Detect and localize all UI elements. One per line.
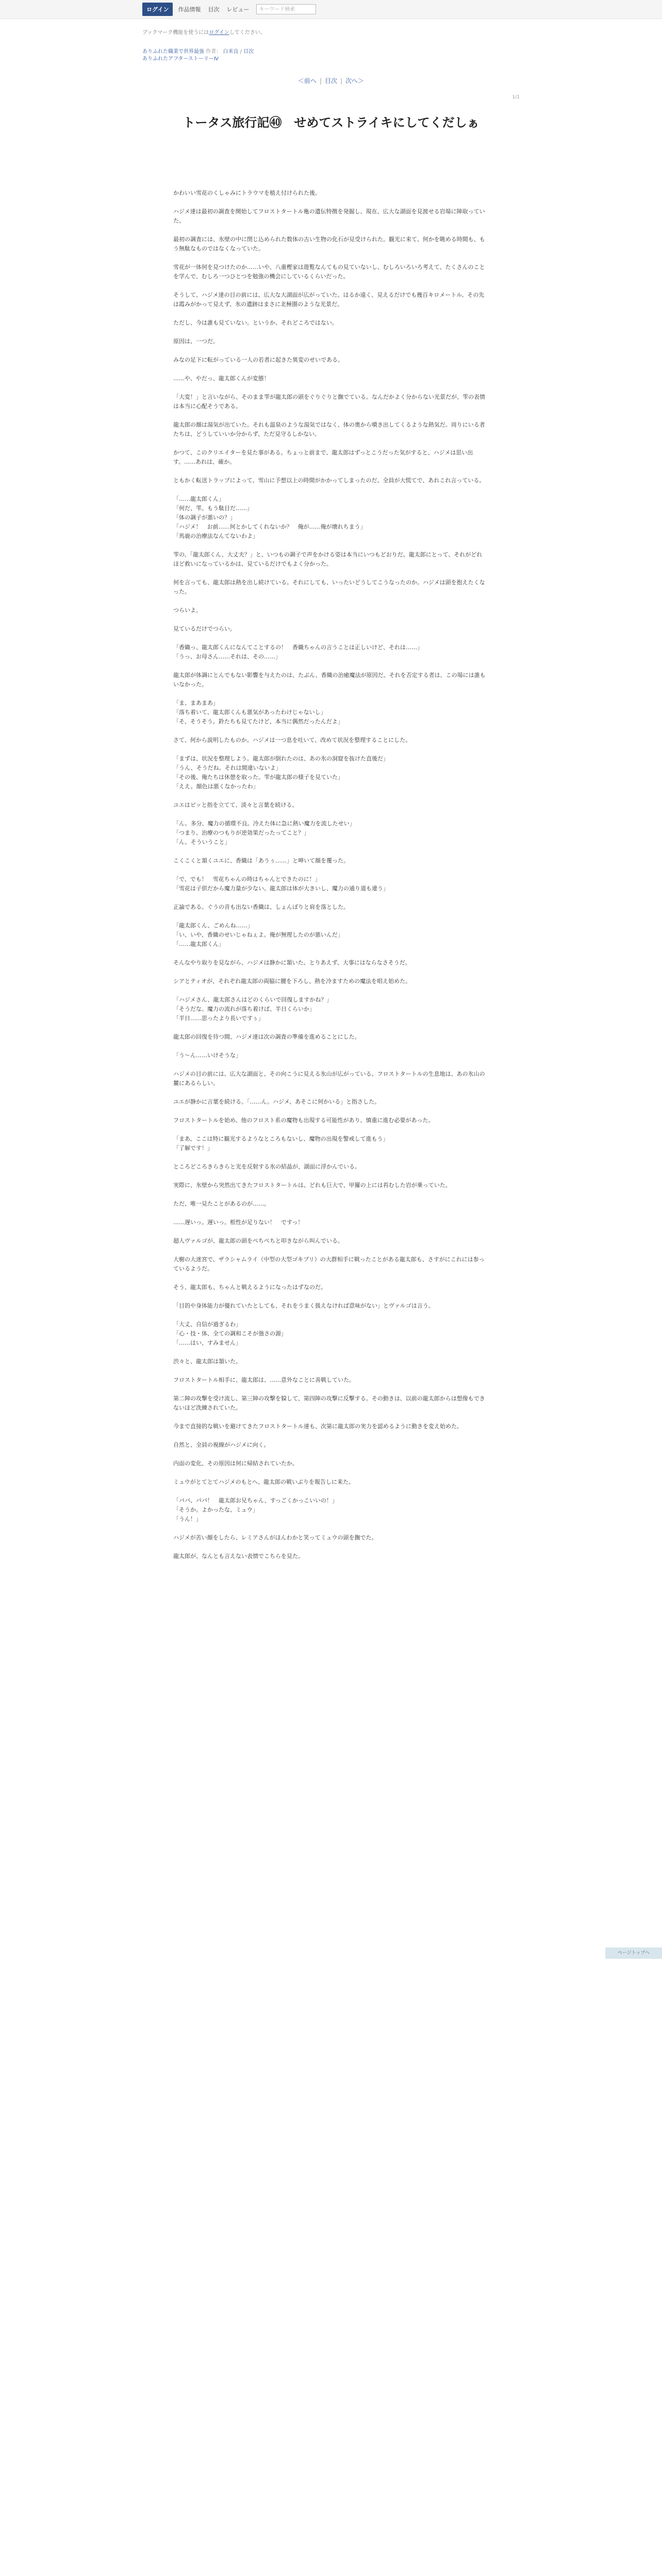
breadcrumb-series[interactable]: ありふれた職業で世界最強 bbox=[142, 49, 204, 55]
body-paragraph: ハジメが苦い顔をしたら、レミアさんがほんわかと笑ってミュウの頭を撫でた。 bbox=[173, 1534, 377, 1541]
body-paragraph: 「ハジメさん、龍太郎さんはどのくらいで回復しますかね？」 「そうだな。魔力の流れが落ち着けば、半日くらいか」 「半日……思ったより長いですぅ」 bbox=[173, 996, 333, 1022]
top-bar bbox=[0, 0, 662, 19]
body-paragraph: 「ま、まあまあ」 「落ち着いて、龍太郎くんも悪気があったわけじゃないし」 「そ、そうそう。鈴たちも見てたけど、本当に偶然だったんだよ」 bbox=[173, 700, 343, 725]
body-paragraph: 「ん。多分、魔力の循環不良。冷えた体に急に熱い魔力を流したせい」 「つまり、治療のつもりが逆効果だったってこと？」 「ん。そういうこと」 bbox=[173, 820, 355, 845]
bookmark-notice bbox=[142, 28, 520, 35]
body-paragraph: こくこくと頷くユエに、香織は「あうぅ……」と呻いて顔を覆った。 bbox=[173, 857, 349, 864]
body-paragraph: ハジメ達は最初の調査を開始してフロストタートル亀の遺伝特徴を発掘し、現在、広大な湖面を見渡せる岩場に陣取っていた。 bbox=[173, 208, 485, 224]
chapter-title: トータス旅行記㊵ せめてストライキにしてくだしぁ bbox=[183, 115, 479, 130]
body-paragraph: 内面の変化、その原因は何に帰結されていたか。 bbox=[173, 1460, 298, 1467]
body-paragraph: かわいい雪花のくしゃみにトラウマを植え付けられた後。 bbox=[173, 190, 321, 196]
breadcrumb-arc[interactable]: ありふれたアフターストーリーⅣ bbox=[142, 56, 219, 62]
body-paragraph: ハジメの目の前には、広大な湖面と、その向こうに見える氷山が広がっている。フロストタートルの生息地は、あの氷山の麓にあるらしい。 bbox=[173, 1071, 485, 1087]
body-paragraph: 「う〜ん……いけそうな」 bbox=[173, 1052, 241, 1059]
prev-link[interactable]: ＜前へ bbox=[297, 77, 317, 84]
body-paragraph: 雫の、「龍太郎くん、大丈夫？」と、いつもの調子で声をかける姿は本当にいつもどおりだ。龍太郎にとって、それがどれほど救いになっているかは、見ているだけでもよく分かった。 bbox=[173, 551, 483, 567]
body-paragraph: 何を言っても、龍太郎は熱を出し続けている。それにしても、いったいどうしてこうなったのか。ハジメは頭を抱えたくなった。 bbox=[173, 579, 485, 595]
body-paragraph: 龍太郎の回復を待つ間、ハジメ達は次の調査の準備を進めることにした。 bbox=[173, 1033, 360, 1040]
body-paragraph: つらいよ。 bbox=[173, 607, 202, 614]
chapter-pager: ＜前へ | 目次 | 次へ＞ bbox=[297, 77, 365, 84]
body-paragraph: 最初の調査には、氷壁の中に閉じ込められた数体の古い生物の化石が見受けられた。観光に来て、何かを眺める時間も、もう無駄なものではなくなっていた。 bbox=[173, 236, 485, 252]
next-link[interactable]: 次へ＞ bbox=[345, 77, 365, 84]
notice-login-link[interactable]: ログイン bbox=[209, 30, 229, 36]
login-button[interactable]: ログイン bbox=[142, 3, 173, 16]
body-paragraph: 実際に、氷壁から突然出てきたフロストタートルは、どれも巨大で、甲羅の上には苔むした岩が乗っていた。 bbox=[173, 1182, 451, 1189]
body-paragraph: フロストタートル相手に、龍太郎は、……意外なことに善戦していた。 bbox=[173, 1377, 355, 1383]
body-paragraph: 超人ヴァルゴが、龍太郎の頭をぺちぺちと叩きながら叫んでいる。 bbox=[173, 1238, 343, 1244]
breadcrumb-author[interactable]: 白米良 bbox=[223, 49, 239, 55]
body-paragraph: 自然と、全員の視線がハジメに向く。 bbox=[173, 1442, 270, 1448]
body-paragraph: そんなやり取りを見ながら、ハジメは静かに頷いた。とりあえず、大事にはならなさそうだ。 bbox=[173, 959, 411, 966]
body-paragraph: 「龍太郎くん、ごめんね……」 「い、いや、香織のせいじゃねぇよ。俺が無理したのが悪いんだ」 「……龍太郎くん」 bbox=[173, 922, 343, 947]
body-paragraph: ユエが静かに言葉を続ける。「……ん。ハジメ、あそこに何かいる」と指さした。 bbox=[173, 1098, 380, 1105]
body-paragraph: 「で、でも！ 雪花ちゃんの時はちゃんとできたのに！」 「雪花は子供だから魔力量が少ない。龍太郎は体が大きいし、魔力の通り道も違う」 bbox=[173, 876, 389, 892]
body-paragraph: 見ているだけでつらい。 bbox=[173, 625, 236, 632]
body-paragraph: ところどころきらきらと光を反射する氷の結晶が、湖面に浮かんでいる。 bbox=[173, 1163, 360, 1170]
body-paragraph: 「パパ、パパ！ 龍太郎お兄ちゃん、すっごくかっこいいの！」 「そうか。よかったな、ミュウ」 「うん！」 bbox=[173, 1497, 338, 1522]
body-paragraph: ただ、唯一見たことがあるのが……。 bbox=[173, 1200, 270, 1207]
body-paragraph: 「まあ、ここは特に観光するようなところもないし、魔物の出現を警戒して進もう」 「了解です！」 bbox=[173, 1136, 389, 1151]
body-paragraph: そう、龍太郎も、ちゃんと戦えるようになったはずなのだ。 bbox=[173, 1284, 326, 1291]
body-paragraph: 雪花が一体何を見つけたのか……いや、八重樫家は遊覧なんてもの見ていないし、むしろいろいろ考えて、たくさんのことを学んで、むしろ一つひとつを勉強の機会にしているくらいだった。 bbox=[173, 264, 485, 280]
body-paragraph: 「香織っ、龍太郎くんになんてことするの！ 香織ちゃんの言うことは正しいけど、それは……」 「うっ、お母さん……それは、その……」 bbox=[173, 644, 423, 660]
nav-link-work-info[interactable]: 作品情報 bbox=[178, 6, 201, 13]
breadcrumb-contents[interactable]: 目次 bbox=[243, 49, 254, 55]
nav-link-review[interactable]: レビュー bbox=[226, 6, 250, 13]
notice-text: ブックマーク機能を使うには bbox=[142, 30, 209, 36]
body-paragraph: ……遅いっ。遅いっ。根性が足りない！ ですっ！ bbox=[173, 1219, 304, 1226]
body-paragraph: さて、何から説明したものか。ハジメは一つ息を吐いて、改めて状況を整理することにした。 bbox=[173, 737, 411, 743]
body-paragraph: 「目的や身体能力が優れていたとしても、それをうまく扱えなければ意味がない」とヴァルゴは言う。 bbox=[173, 1302, 434, 1309]
body-paragraph: 龍太郎が、なんとも言えない表情でこちらを見た。 bbox=[173, 1553, 304, 1560]
body-paragraph: 「……龍太郎くん」 「何だ、雫。もう駄目だ……」 「体の調子が悪いの？」 「ハジメ！ お前……何とかしてくれないか？ 俺が……俺が壊れちまう」 「馬鹿の治療法なんてないわよ」 bbox=[173, 496, 366, 539]
search-input[interactable] bbox=[256, 4, 316, 14]
breadcrumb: ありふれた職業で世界最強 作者： 白米良 / 目次 ありふれたアフターストーリーⅣ bbox=[142, 49, 254, 62]
body-paragraph: 渋々と、龍太郎は頷いた。 bbox=[173, 1358, 241, 1365]
body-paragraph: 今まで直接的な戦いを避けてきたフロストタートル達も、次第に龍太郎の実力を認めるように動きを変え始めた。 bbox=[173, 1423, 462, 1430]
nav-link-toc[interactable]: 目次 bbox=[208, 6, 220, 13]
body-paragraph: 「大丈、自信が過ぎるわ」 「心・技・体、全ての調和こそが強さの源」 「……はい、すみません」 bbox=[173, 1321, 287, 1346]
body-paragraph: 大樹の大迷宮で、ザラシャムライ（中型の大型ゴキブリ）の大群相手に戦ったことがある龍太郎も、さすがにこれには参っているようだ。 bbox=[173, 1256, 485, 1272]
page-top-button[interactable]: ページトップへ bbox=[605, 1947, 662, 1959]
body-paragraph: 第二陣の攻撃を受け流し、第三陣の攻撃を躱して、第四陣の攻撃に反撃する。その動きは、以前の龍太郎からは想像もできないほど洗練されていた。 bbox=[173, 1395, 485, 1411]
body-paragraph: 龍太郎の顔は湯気が出ていた。それも温泉のような湯気ではなく、体の奥から噴き出してくるような熱気だ。周りにいる者たちは、どうしていいか分からず、ただ見守るしかない。 bbox=[173, 421, 485, 437]
body-paragraph: そうして、ハジメ達の目の前には、広大な大湖面が広がっていた。はるか遠く、見えるだけでも幾百キロメートル。その先は霞みがかって見えず、氷の遺跡はまさに北極圏のような光景だ。 bbox=[173, 292, 485, 308]
body-paragraph: 「まずは、状況を整理しよう。龍太郎が倒れたのは、あの氷の洞窟を抜けた直後だ」 「うん、そうだね。それは間違いないよ」 「その後、俺たちは休憩を取った。雫が龍太郎の様子を見ていた」 「ええ。顔色は悪くなかったわ」 bbox=[173, 755, 389, 790]
body-paragraph: みなの足下に転がっている一人の若者に起きた異変のせいである。 bbox=[173, 357, 343, 363]
body-paragraph: ユエはピッと指を立てて、淡々と言葉を続ける。 bbox=[173, 802, 298, 808]
body-paragraph: 「大変！」と言いながら、そのまま雫が龍太郎の頭をぐりぐりと撫でている。なんだかよく分からない光景だが、雫の表情は本当に心配そうである。 bbox=[173, 394, 485, 410]
chapter-body bbox=[173, 189, 487, 1570]
chapter-number: 1/1 bbox=[512, 95, 520, 100]
body-paragraph: ともかく転送トラップによって、雪山に予想以上の時間がかかってしまったのだ。全員が大慌てで、あれこれ言っている。 bbox=[173, 477, 485, 484]
body-paragraph: ミュウがとてとてハジメのもとへ、龍太郎の戦いぶりを報告しに来た。 bbox=[173, 1479, 355, 1485]
body-paragraph: 正論である。ぐうの音も出ない香織は、しょんぼりと肩を落とした。 bbox=[173, 904, 349, 910]
main-content bbox=[142, 19, 520, 133]
body-paragraph: 原因は、一つだ。 bbox=[173, 338, 219, 345]
body-paragraph: 龍太郎が体調にとんでもない影響を与えたのは、たぶん、香織の治癒魔法が原因だ。それを否定する者は、この場には誰もいなかった。 bbox=[173, 672, 486, 688]
body-paragraph: フロストタートルを始め、他のフロスト系の魔物も出現する可能性があり、慎重に進む必要があった。 bbox=[173, 1117, 434, 1124]
body-paragraph: かつて、このクリエイターを見た事がある。ちょっと前まで、龍太郎はずっとこうだった気がすると、ハジメは思い出す。……あれは、確か。 bbox=[173, 449, 473, 465]
breadcrumb-author-prefix: 作者： bbox=[206, 49, 222, 55]
body-paragraph: ただし、今は誰も見ていない。というか、それどころではない。 bbox=[173, 319, 338, 326]
notice-suffix: してください。 bbox=[229, 30, 266, 36]
body-paragraph: ……や、やだっ、龍太郎くんが変態！ bbox=[173, 375, 270, 382]
body-paragraph: シアとティオが、それぞれ龍太郎の両脇に腰を下ろし、熱を冷ますための魔法を唱え始めた。 bbox=[173, 978, 411, 985]
toc-link[interactable]: 目次 bbox=[324, 77, 337, 84]
